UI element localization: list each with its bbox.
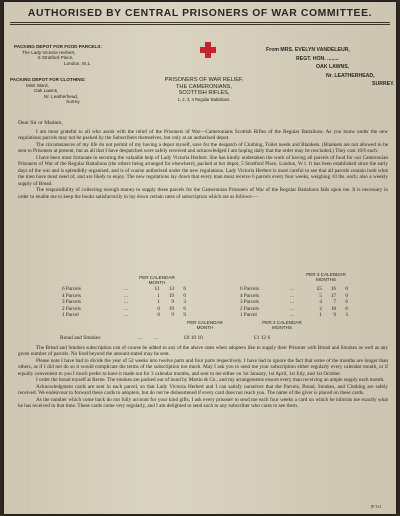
rate-shillings: 19 [168, 305, 174, 312]
bread-quarterly-heading [242, 320, 322, 331]
monthly-rate-heading [122, 275, 192, 286]
salutation: Dear Sir or Madam, [18, 120, 63, 126]
rate-pounds: £5 [316, 286, 322, 292]
paragraph: As the number which come back do not fully account for your kind gifts, I ask every prisoner to send me each four weeks a card on which he informs me exactly what he has received in that time. These cards come very regularly, and I am delighted to send such to any subscriber who cares to see them. [18, 396, 388, 410]
sender-line: SURREY. [372, 81, 395, 88]
table-row: 3 Parcels ... 1 9 3 [62, 299, 186, 305]
rate-pence: 6 [183, 286, 186, 292]
rate-pounds: 1 [157, 299, 160, 305]
regiment-line: THE CAMERONIANS, [176, 83, 232, 90]
clothing-depot-line: Surrey. [66, 99, 81, 105]
table-row: 4 Parcels ... 5 17 0 [240, 292, 348, 299]
bread-monthly-rate: £0 10 10 [184, 335, 203, 341]
letter-sheet [4, 2, 396, 514]
rate-shillings: 19 [168, 292, 174, 299]
regiment-line: PRISONERS OF WAR RELIEF. [164, 77, 244, 83]
rate-label: 6 Parcels [240, 286, 259, 292]
clothing-depot-heading: PACKING DEPOT FOR CLOTHING: [10, 77, 86, 82]
regiment-line: SCOTTISH RIFLES, [178, 90, 230, 97]
title-rule-top [10, 22, 390, 23]
bread-label: Bread and Smokes [60, 335, 101, 341]
rate-pounds: 1 [157, 292, 160, 299]
sender-line: OAK LAWNS, [316, 64, 350, 71]
bread-smokes-row: Bread and Smokes ... ... £0 10 10 £1 12 6 [60, 335, 271, 341]
rate-label: 2 Parcels [240, 305, 259, 312]
heading-line: MONTH [148, 280, 166, 286]
food-depot-line: London, W.1. [64, 60, 92, 66]
clothing-depot-line: Nr. Leatherhead, [44, 93, 79, 99]
clothing-depot-address [10, 77, 120, 105]
heading-line: PER 3 CALENDAR [306, 272, 346, 277]
rate-shillings: 9 [333, 312, 336, 318]
sender-line: Nr. LEATHERHEAD, [326, 72, 375, 79]
rate-pence: 6 [345, 305, 348, 312]
rate-label: 3 Parcels [62, 299, 81, 305]
heading-line: PER 3 CALENDAR [262, 320, 302, 325]
heading-line: PER CALENDAR [139, 275, 175, 280]
food-depot-address [14, 44, 124, 66]
rate-shillings: 16 [330, 286, 336, 292]
bread-monthly-heading [172, 320, 238, 331]
paragraph: Acknowledgment cards are sent in each parcel, so that Lady Victoria Herbert and I can satisfy ourselves that the Parcels, Bread, Smokes, and Clothing are safely received. We endeavour to forward these cards to adopters, but do not be disheartened if every card does not reach you. The name of the giver is placed on these cards. [18, 383, 388, 397]
table-row: 1 Parcel ... 1 9 3 [240, 312, 348, 318]
rate-shillings: 17 [330, 292, 336, 299]
sender-line: From MRS. EVELYN VANDELEUR, [266, 47, 350, 53]
food-depot-heading: PACKING DEPOT FOR FOOD PARCELS: [14, 44, 102, 49]
clothing-depot-line: Miss Ward, [26, 82, 49, 88]
letter-body-upper [18, 129, 388, 200]
rate-pence: 0 [183, 292, 186, 299]
table-row: 2 Parcels ... 2 18 6 [240, 305, 348, 312]
quarterly-rate-table [238, 286, 350, 319]
rate-pence: 6 [183, 305, 186, 312]
clothing-depot-line: Oak Lawns, [34, 88, 59, 94]
rate-pence: 0 [345, 292, 348, 299]
rate-shillings: 18 [330, 305, 336, 312]
table-row: 3 Parcels ... 4 7 6 [240, 299, 348, 305]
rate-label: 1 Parcel [240, 312, 257, 318]
rate-pounds: 0 [157, 312, 160, 318]
food-depot-line: 5 Stratford Place, [38, 55, 74, 61]
heading-line: MONTHS [316, 277, 336, 283]
sender-line: REGT. HON. ........ [296, 55, 339, 62]
regiment-line: 1, 2, 3, 4 Regular Battalions. [177, 96, 231, 102]
paragraph: Please note I have had to divide the year of 52 weeks into twelve parts and four parts respectively. I have had to ignore the fact that some of the months are longer than others, as if I did not do so it would complicate the terms of the subscription too much. May I ask you to send me your subscription either regularly every calendar month, or if equally convenient to you I much prefer to have it made out for 3 calendar months, and sent to me either on 1st January, 1st April, 1st July, and 1st October. [18, 357, 388, 377]
rate-pence: 6 [345, 299, 348, 305]
table-row: 6 Parcels ... £5 16 0 [240, 286, 348, 292]
rate-pounds: 2 [319, 305, 322, 312]
rate-pence: 0 [345, 286, 348, 292]
regiment-block [124, 77, 284, 103]
quarterly-rate-heading [286, 272, 366, 283]
paragraph: I am most grateful to all who assist with the relief of the Prisoners of War—Cameronians Scottish Rifles of the Regular Battalions. As you know under the new regulations parcels may not be packed by the Subscribers themselves, but only at an authorised depot. [18, 129, 388, 142]
rate-label: 3 Parcels [240, 299, 259, 305]
sender-address [266, 46, 395, 89]
table-row: 6 Parcels ... £1 13 6 [62, 286, 186, 292]
rate-shillings: 9 [171, 312, 174, 318]
rate-shillings: 13 [168, 286, 174, 292]
monthly-rate-table [60, 286, 188, 319]
rate-label: 1 Parcel [62, 312, 79, 318]
rate-shillings: 7 [333, 299, 336, 305]
paragraph: I order the bread myself at Berne. The smokes are packed out of bond by Martin & Co., and my arrangements ensure every man receiving an ample supply each month. [36, 377, 385, 384]
page-turn-note: [P.T.O. [370, 504, 382, 509]
heading-line: MONTH [196, 325, 214, 331]
red-cross-icon [205, 42, 211, 58]
paragraph: The circumstances of my life do not permit of my having a depot myself, save for the despatch of Clothing, Toilet needs and Blankets. (Blankets are not allowed to be sent to Prisoners at present, but as all that I have despatched were safely received and acknowledged I am hoping daily that the order may be rescinded.) They cost 10/6 each. [18, 141, 388, 155]
letter-body-lower [18, 345, 388, 410]
rate-pence: 9 [183, 312, 186, 318]
food-depot-line: The Lady Victoria Herbert, [22, 49, 76, 55]
rate-pence: 3 [345, 312, 348, 318]
rate-pounds: 4 [319, 299, 322, 305]
heading-line: MONTHS [272, 325, 292, 331]
rate-label: 2 Parcels [62, 305, 81, 312]
rate-pounds: 0 [157, 305, 160, 312]
heading-line: PER CALENDAR [187, 320, 223, 325]
table-row: 4 Parcels ... 1 19 0 [62, 292, 186, 299]
rate-label: 4 Parcels [62, 292, 81, 299]
table-row: 2 Parcels ... 0 19 6 [62, 305, 186, 312]
paragraph: The responsibility of collecting enough money to supply these parcels for the Cameronian Prisoners of War of the Regular Battalions falls upon me. It is necessary in order to enable me to keep the books satisfactorily to lay down certain rates of subscription which are as follows:— [18, 187, 388, 200]
document-title: AUTHORISED BY CENTRAL PRISONERS OF WAR COMMITTEE. [27, 8, 373, 19]
rate-pounds: £1 [154, 286, 160, 292]
rate-label: 4 Parcels [240, 292, 259, 299]
rate-pounds: 5 [319, 292, 322, 299]
table-row: 1 Parcel ... 0 9 9 [62, 312, 186, 318]
title-rule-bottom [10, 24, 390, 25]
rate-shillings: 9 [171, 299, 174, 305]
paragraph: I have been most fortunate in securing the valuable help of Lady Victoria Herbert. She has kindly undertaken the work of having all parcels of food for our Cameronian Prisoners of War of the Regular Battalions (the others being arranged for elsewhere), packed at her depot, 5 Stratford Place, London, W.1. It has been established since the early days of the war and is splendidly organised, and is of course authorised under the new regulations. Lady Victoria Herbert is most careful to see that all parcels contain both what the men have most need of, and are likely to enjoy. The new regulations lay down that every man must receive 6 parcels every four weeks, weighing 10 lbs. each; also a weekly supply of Bread. [18, 154, 388, 187]
rate-pence: 3 [183, 299, 186, 305]
rate-pounds: 1 [319, 312, 322, 318]
rate-label: 6 Parcels [62, 286, 81, 292]
paragraph: The Bread and Smokes subscription can of course be added to any of the above rates when adopters like to supply their Prisoner with Bread and Smokes as well as any given number of parcels. No food beyond the amount stated may be sent. [18, 345, 388, 358]
bread-quarterly-rate: £1 12 6 [254, 335, 271, 341]
